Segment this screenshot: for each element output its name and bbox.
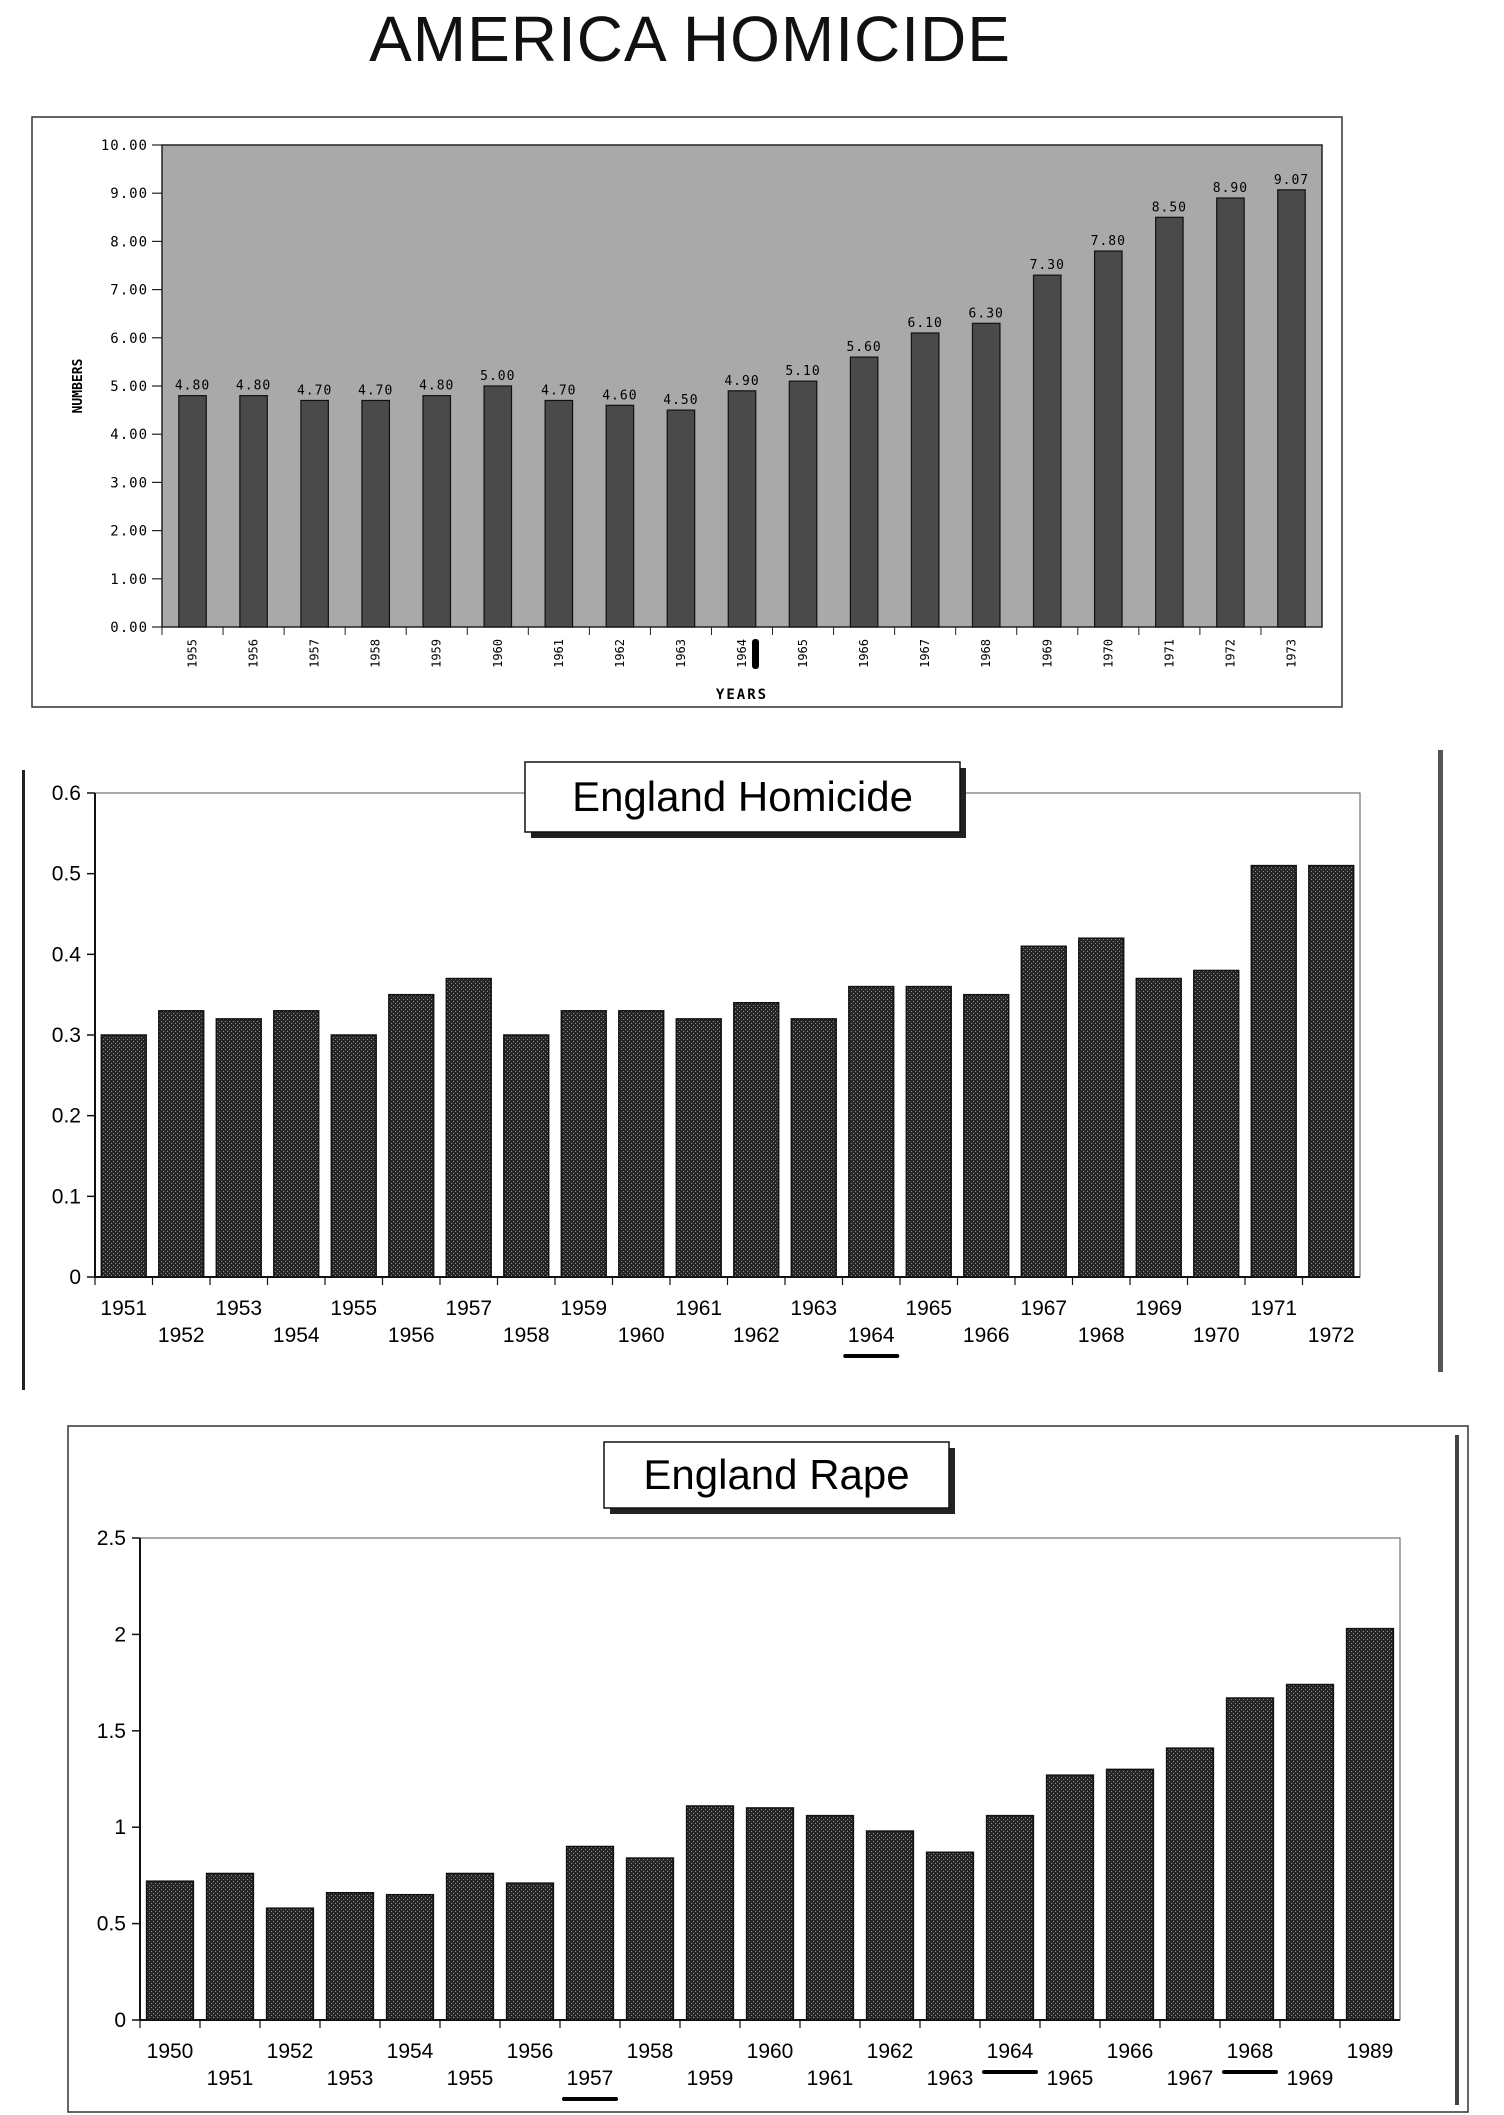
y-tick-label: 1 [114,1816,126,1840]
bar [327,1893,374,2020]
y-tick-label: 0.00 [110,620,148,636]
x-tick-label: 1970 [1101,639,1116,668]
x-tick-label: 1951 [206,2067,254,2090]
highlight-mark [752,639,759,669]
bar [362,400,389,627]
bar [1278,190,1305,627]
x-tick-label: 1962 [732,1324,780,1347]
bar [207,1873,254,2020]
data-label: 5.60 [846,340,882,356]
data-label: 4.80 [174,378,211,394]
y-tick-label: 0.1 [51,1185,81,1209]
x-tick-label: 1972 [1307,1324,1355,1347]
x-tick-label: 1960 [746,2040,794,2063]
bar [446,979,491,1277]
data-label: 5.10 [785,364,821,380]
x-tick-label: 1959 [429,639,444,668]
bar [179,396,206,627]
bar [267,1908,314,2020]
y-tick-label: 2.00 [110,523,148,540]
x-tick-label: 1965 [796,639,811,668]
bar [274,1011,319,1277]
x-tick-label: 1967 [1166,2067,1214,2090]
bar [423,396,450,627]
x-tick-label: 1956 [506,2040,554,2063]
x-tick-label: 1967 [1020,1297,1068,1320]
bar [927,1852,974,2020]
data-label: 4.80 [419,378,455,394]
chart-title: England Rape [643,1451,910,1498]
bar [1079,938,1124,1277]
bar [964,995,1009,1277]
data-label: 6.30 [968,306,1004,322]
y-tick-label: 6.00 [110,330,148,347]
bar [791,1019,836,1277]
data-label: 8.50 [1151,200,1188,216]
y-tick-label: 10.00 [100,138,148,154]
bar [789,381,816,627]
bar [906,987,951,1277]
bar [676,1019,721,1277]
x-tick-label: 1969 [1040,639,1055,668]
bar [667,410,694,627]
bar [1194,970,1239,1277]
data-label: 4.70 [358,383,394,399]
y-tick-label: 3.00 [110,475,148,492]
data-label: 8.90 [1212,181,1249,197]
x-tick-label: 1953 [326,2067,374,2090]
bar [867,1831,914,2020]
x-tick-label: 1951 [100,1297,148,1320]
y-tick-label: 0.5 [96,1912,126,1936]
x-tick-label: 1966 [857,639,872,668]
x-tick-label: 1955 [185,639,200,668]
bar [728,391,755,627]
america-homicide-chart [30,115,1350,715]
x-tick-label: 1956 [387,1324,435,1347]
x-tick-label: 1989 [1346,2040,1394,2063]
x-tick-label: 1958 [502,1324,550,1347]
bar [972,323,999,627]
x-tick-label: 1958 [626,2040,674,2063]
x-tick-label: 1955 [446,2067,494,2090]
y-tick-label: 0.4 [51,943,81,967]
chart-title: England Homicide [572,773,913,820]
x-tick-label: 1965 [905,1297,953,1320]
x-tick-label: 1968 [1226,2040,1274,2063]
bar [147,1881,194,2020]
x-tick-label: 1960 [617,1324,665,1347]
bar [1021,946,1066,1277]
x-tick-label: 1961 [806,2067,854,2090]
x-tick-label: 1970 [1192,1324,1240,1347]
bar [331,1035,376,1277]
x-tick-label: 1963 [926,2067,974,2090]
bar [447,1873,494,2020]
bar [545,400,572,627]
bar [240,396,267,627]
x-tick-label: 1961 [551,639,566,668]
x-axis-label: YEARS [715,687,769,703]
x-tick-label: 1953 [215,1297,263,1320]
bar [216,1019,261,1277]
x-tick-label: 1957 [445,1297,493,1320]
bar [987,1816,1034,2020]
data-label: 4.70 [296,383,333,399]
x-tick-label: 1959 [686,2067,734,2090]
y-tick-label: 0.2 [51,1104,81,1128]
bar [627,1858,674,2020]
bar [484,386,511,627]
x-tick-label: 1956 [246,639,261,668]
data-label: 4.60 [602,388,638,404]
y-tick-label: 2 [114,1623,126,1647]
x-tick-label: 1971 [1162,639,1177,668]
y-tick-label: 0.3 [51,1024,81,1047]
x-tick-label: 1969 [1286,2067,1334,2090]
y-tick-label: 0 [69,1266,81,1289]
x-tick-label: 1960 [490,639,505,668]
x-tick-label: 1964 [735,639,749,668]
bar [301,400,328,627]
x-tick-label: 1958 [368,639,383,668]
x-tick-label: 1973 [1284,639,1299,668]
bar [1095,251,1122,627]
y-tick-label: 2.5 [96,1527,126,1550]
y-tick-label: 1.00 [110,571,148,588]
bar [807,1816,854,2020]
y-tick-label: 7.00 [110,282,148,299]
x-tick-label: 1964 [986,2040,1034,2063]
x-tick-label: 1963 [673,639,688,668]
bar [1107,1769,1154,2020]
bar [849,987,894,1277]
x-tick-label: 1959 [560,1297,608,1320]
data-label: 7.80 [1090,234,1126,250]
bar [504,1035,549,1277]
x-tick-label: 1972 [1223,639,1238,668]
x-tick-label: 1961 [675,1297,723,1320]
bar [734,1003,779,1277]
y-tick-label: 0 [114,2009,126,2032]
data-label: 4.50 [663,393,699,409]
bar [606,405,633,627]
y-tick-label: 4.00 [110,427,148,444]
y-tick-label: 5.00 [110,379,148,395]
x-tick-label: 1954 [272,1324,320,1347]
bar [389,995,434,1277]
bar [1167,1748,1214,2020]
data-label: 7.30 [1029,258,1065,274]
bar [159,1011,204,1277]
x-tick-label: 1962 [866,2040,914,2063]
y-tick-label: 0.5 [51,862,81,886]
x-tick-label: 1957 [307,639,322,668]
data-label: 4.90 [724,373,760,389]
x-tick-label: 1968 [979,639,994,668]
data-label: 6.10 [907,315,943,331]
england-rape-chart [60,1420,1480,2115]
y-tick-label: 0.6 [51,782,81,805]
x-tick-label: 1968 [1077,1324,1125,1347]
x-tick-label: 1967 [918,639,933,668]
data-label: 4.70 [541,383,577,399]
x-tick-label: 1950 [146,2040,194,2063]
bar [567,1846,614,2020]
x-tick-label: 1969 [1135,1297,1183,1320]
bar [1034,275,1061,627]
x-tick-label: 1955 [330,1297,378,1320]
bar [911,333,938,627]
x-tick-label: 1962 [612,639,627,668]
bar [687,1806,734,2020]
y-axis-label: NUMBERS [71,358,86,414]
x-tick-label: 1952 [157,1324,205,1347]
bar [1217,198,1244,627]
bar [1156,217,1183,627]
bar [619,1011,664,1277]
x-tick-label: 1954 [386,2040,434,2063]
bar [101,1035,146,1277]
england-homicide-chart [0,760,1440,1380]
x-tick-label: 1957 [566,2067,614,2090]
x-tick-label: 1952 [266,2040,314,2063]
x-tick-label: 1971 [1250,1297,1298,1320]
bar [1251,866,1296,1277]
bar [387,1895,434,2020]
y-tick-label: 8.00 [110,234,148,251]
x-tick-label: 1965 [1046,2067,1094,2090]
bar [1287,1685,1334,2020]
bar [561,1011,606,1277]
x-tick-label: 1966 [962,1324,1010,1347]
x-tick-label: 1964 [847,1324,895,1347]
page-title: AMERICA HOMICIDE [369,3,1011,75]
bar [1136,979,1181,1277]
data-label: 5.00 [480,369,516,384]
x-tick-label: 1963 [790,1297,838,1320]
data-label: 9.07 [1273,172,1310,188]
bar [850,357,877,627]
bar [507,1883,554,2020]
data-label: 4.80 [235,378,272,394]
y-tick-label: 1.5 [96,1719,126,1743]
bar [1047,1775,1094,2020]
bar [1309,866,1354,1277]
bar [1347,1629,1394,2020]
bar [747,1808,794,2020]
y-tick-label: 9.00 [110,186,148,203]
bar [1227,1698,1274,2020]
x-tick-label: 1966 [1106,2040,1154,2063]
